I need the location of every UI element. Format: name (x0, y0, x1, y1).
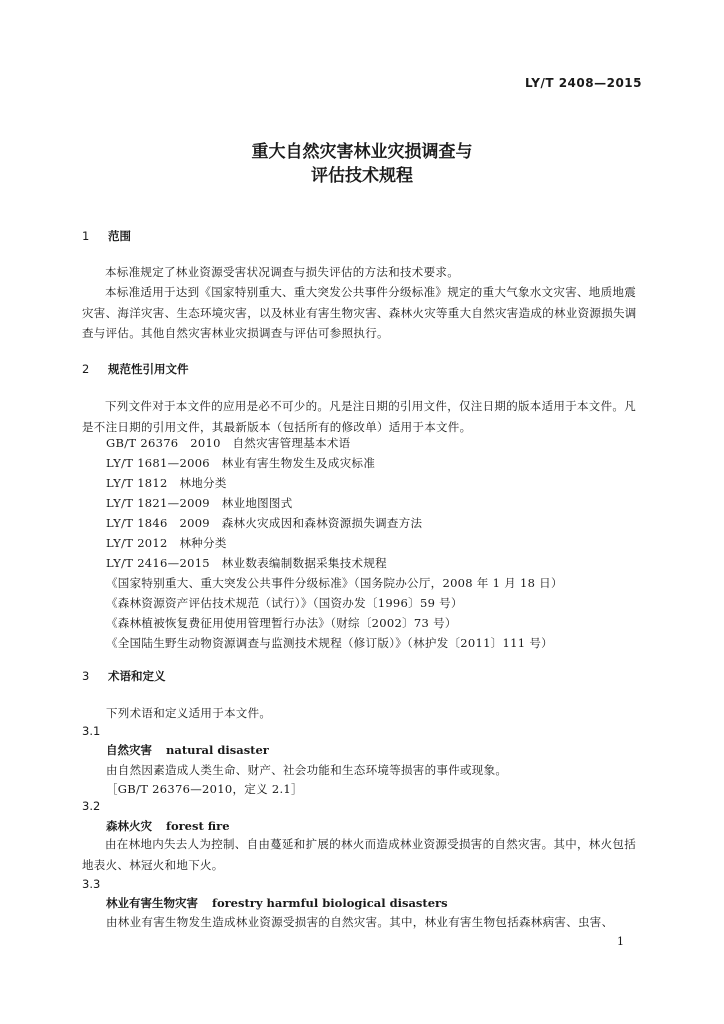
term-entry (106, 742, 269, 758)
title-line-2: 评估技术规程 (311, 166, 413, 186)
term-definition: 由林业有害生物发生造成林业资源受损害的自然灾害。其中，林业有害生物包括森林病害、虫害、 (106, 915, 614, 929)
reference-item: LY/T 1846 2009 森林火灾成因和森林资源损失调查方法 (106, 516, 423, 530)
title-line-1: 重大自然灾害林业灾损调查与 (251, 142, 473, 162)
section-number: 1 (82, 229, 90, 243)
term-en: forestry harmful biological disasters (212, 896, 448, 910)
reference-item: LY/T 1681—2006 林业有害生物发生及成灾标准 (106, 456, 376, 470)
reference-item: LY/T 2416—2015 林业数表编制数据采集技术规程 (106, 556, 387, 570)
section-number: 2 (82, 362, 90, 376)
reference-item: LY/T 1812 林地分类 (106, 476, 227, 490)
page-number: 1 (617, 935, 624, 948)
reference-item: 《森林资源资产评估技术规范（试行）》（国资办发〔1996〕59 号） (106, 596, 463, 610)
term-en: natural disaster (166, 743, 269, 757)
term-cn: 自然灾害 (106, 743, 152, 757)
scope-paragraph-1: 本标准规定了林业资源受害状况调查与损失评估的方法和技术要求。 (105, 265, 459, 279)
term-cn: 林业有害生物灾害 (106, 896, 198, 910)
term-entry (106, 895, 448, 911)
reference-item: LY/T 2012 林种分类 (106, 536, 227, 550)
section-title: 范围 (108, 229, 132, 243)
scope-paragraph-2: 本标准适用于达到《国家特别重大、重大突发公共事件分级标准》规定的重大气象水文灾害、地质地震灾害、海洋灾害、生态环境灾害，以及林业有害生物灾害、森林火灾等重大自然灾害造成的林业资源损失调查与评估。其他自然灾害林业灾损调查与评估可参照执行。 (82, 285, 637, 340)
section-title: 术语和定义 (108, 669, 166, 683)
reference-item: 《国家特别重大、重大突发公共事件分级标准》（国务院办公厅，2008 年 1 月 18 日） (106, 576, 563, 590)
section-heading-references (82, 361, 189, 377)
reference-item: 《森林植被恢复费征用使用管理暂行办法》（财综〔2002〕73 号） (106, 616, 457, 630)
section-heading-terms (82, 668, 166, 684)
term-entry (106, 818, 230, 834)
section-number: 3 (82, 669, 90, 683)
reference-item: 《全国陆生野生动物资源调查与监测技术规程（修订版）》（林护发〔2011〕111 号） (106, 636, 553, 650)
reference-item: GB/T 26376 2010 自然灾害管理基本术语 (106, 436, 351, 450)
clause-number: 3.3 (82, 877, 101, 891)
section-heading-scope (82, 228, 131, 244)
clause-number: 3.2 (82, 799, 101, 813)
term-cn: 森林火灾 (106, 819, 152, 833)
document-title (0, 140, 724, 188)
reference-item: LY/T 1821—2009 林业地图图式 (106, 496, 293, 510)
term-definition: 由在林地内失去人为控制、自由蔓延和扩展的林火而造成林业资源受损害的自然灾害。其中，林火包括地表火、林冠火和地下火。 (82, 837, 636, 872)
section-title: 规范性引用文件 (108, 362, 189, 376)
references-intro: 下列文件对于本文件的应用是必不可少的。凡是注日期的引用文件，仅注日期的版本适用于本文件。凡是不注日期的引用文件，其最新版本（包括所有的修改单）适用于本文件。 (82, 399, 636, 434)
term-definition: 由自然因素造成人类生命、财产、社会功能和生态环境等损害的事件或现象。 (106, 763, 508, 777)
terms-intro: 下列术语和定义适用于本文件。 (106, 706, 272, 720)
standard-code: LY/T 2408—2015 (524, 76, 642, 90)
clause-number: 3.1 (82, 724, 101, 738)
term-source: ［GB/T 26376—2010，定义 2.1］ (106, 782, 303, 796)
term-en: forest fire (166, 819, 230, 833)
